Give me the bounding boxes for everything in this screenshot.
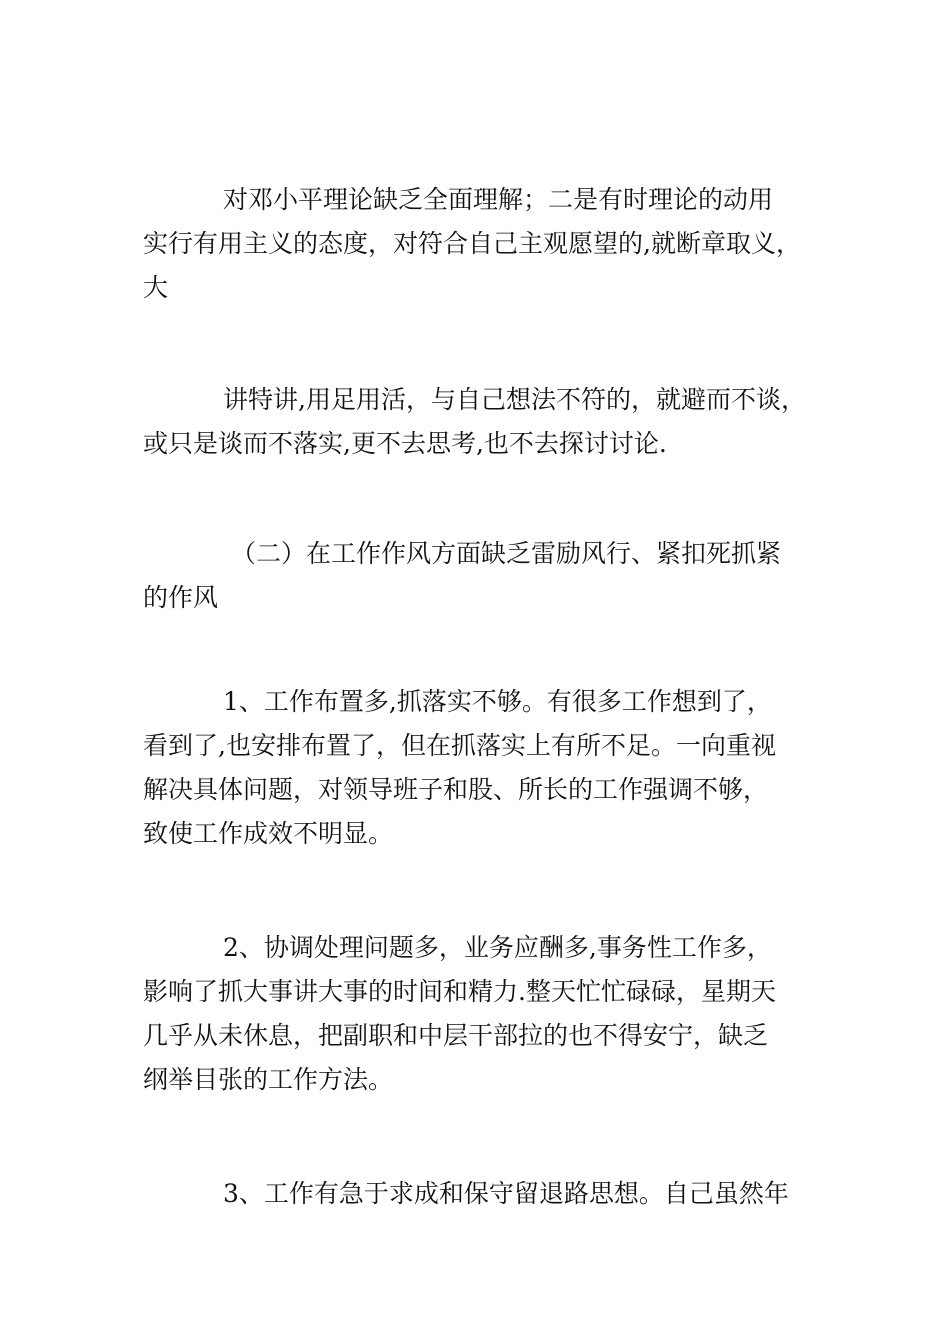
paragraph-item-1	[143, 680, 813, 856]
paragraph-item-3	[143, 1172, 813, 1216]
text-line: 讲特讲,用足用活，与自己想法不符的，就避而不谈，	[223, 385, 806, 414]
text-line: 解决具体问题，对领导班子和股、所长的工作强调不够，	[143, 775, 769, 804]
text-line: 1、工作布置多,抓落实不够。有很多工作想到了，	[223, 687, 772, 716]
text-line: 影响了抓大事讲大事的时间和精力.整天忙忙碌碌，星期天	[143, 977, 776, 1006]
text-line: 实行有用主义的态度，对符合自己主观愿望的,就断章取义，	[143, 229, 801, 258]
text-line: （二）在工作作风方面缺乏雷励风行、紧扣死抓紧	[231, 539, 782, 568]
text-line: 看到了,也安排布置了，但在抓落实上有所不足。一向重视	[143, 731, 776, 760]
text-line: 或只是谈而不落实,更不去思考,也不去探讨讨论.	[143, 429, 667, 458]
text-line: 对邓小平理论缺乏全面理解；二是有时理论的动用	[223, 185, 774, 214]
paragraph-theory-understanding	[143, 178, 813, 310]
text-line: 3、工作有急于求成和保守留退路思想。自己虽然年	[223, 1179, 789, 1208]
section-heading-work-style	[143, 532, 813, 620]
paragraph-selective-practice	[143, 378, 813, 466]
text-line: 纲举目张的工作方法。	[143, 1065, 394, 1094]
text-line: 大	[143, 273, 169, 302]
text-line: 致使工作成效不明显。	[143, 819, 394, 848]
paragraph-item-2	[143, 926, 813, 1102]
text-line: 2、协调处理问题多，业务应酬多,事务性工作多，	[223, 933, 772, 962]
text-line: 的作风	[143, 583, 219, 612]
text-line: 几乎从未休息，把副职和中层干部拉的也不得安宁，缺乏	[143, 1021, 769, 1050]
